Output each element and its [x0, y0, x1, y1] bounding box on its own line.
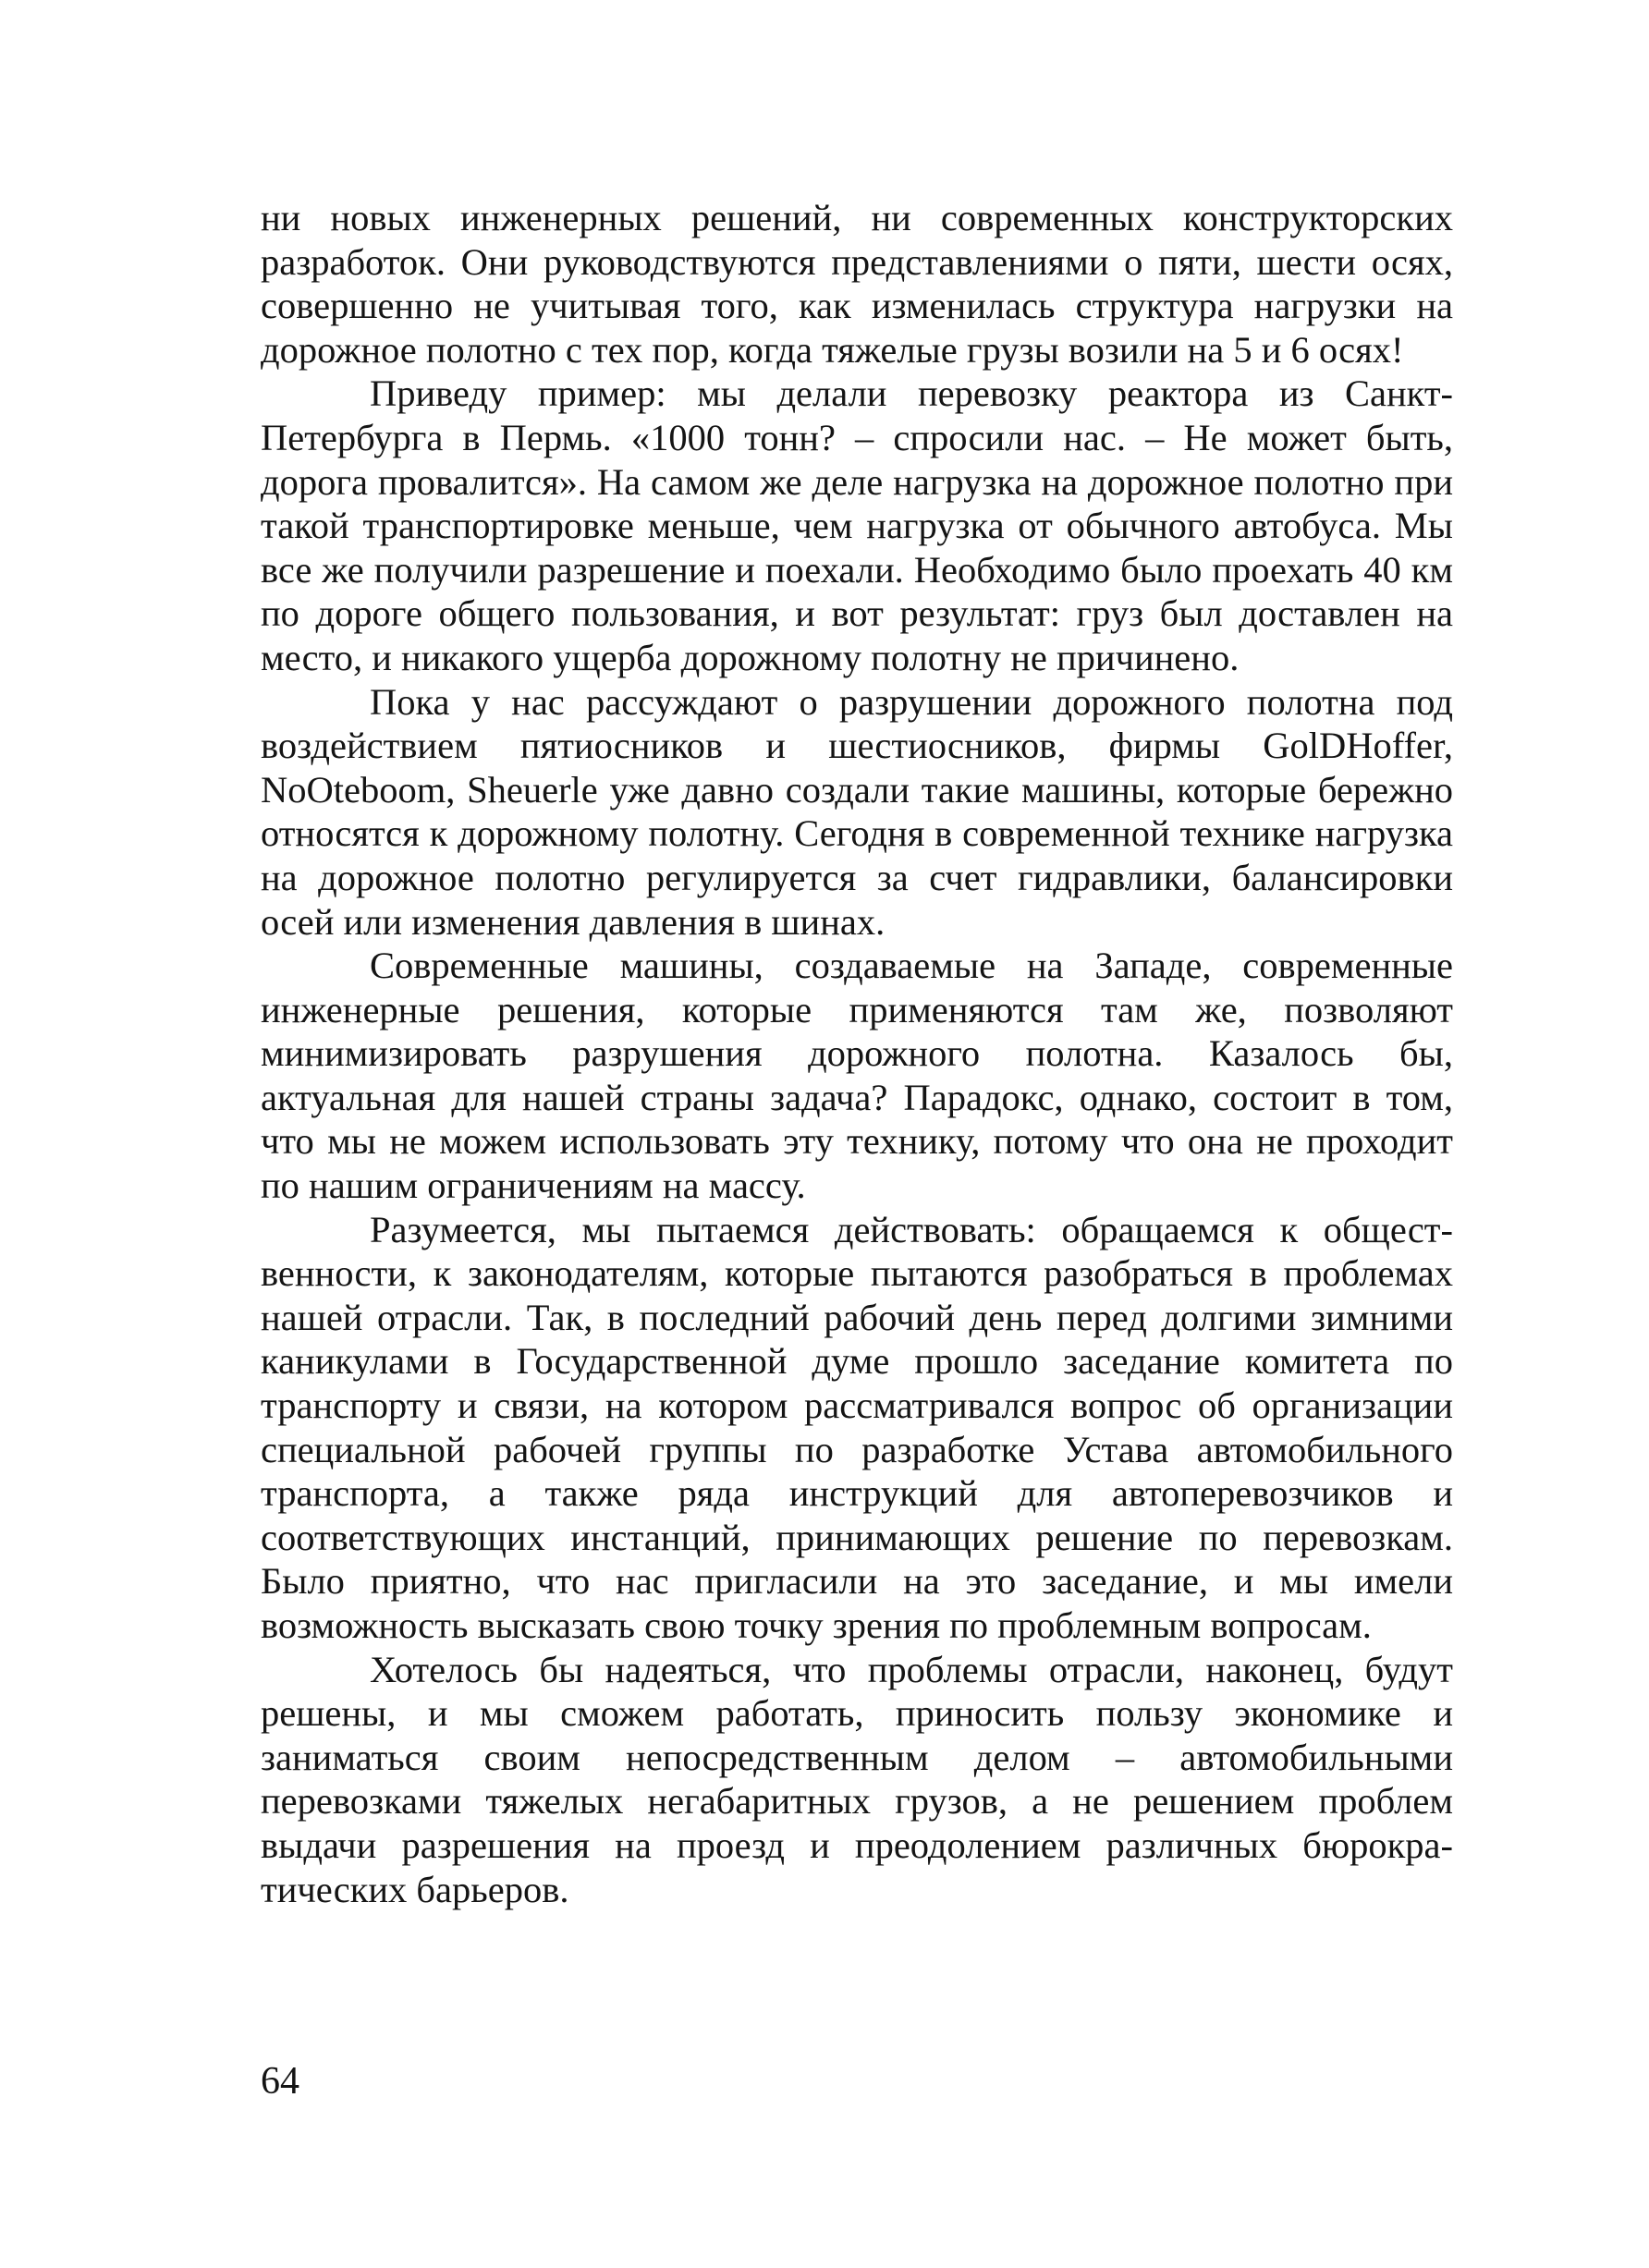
paragraph-3: Пока у нас рассуждают о разрушении дорожного полотна под воздействием пятиосников и шестиосников, фирмы GolDHoffer, NoOteboom, Sheuerle уже давно создали такие машины, которые бережно относятся к дорожному полотну. Сегодня в современной технике нагрузка на дорожное полотно регулируется за счет гидравлики, балансировки осей или изменения давления в шинах. [261, 680, 1453, 943]
paragraph-6: Хотелось бы надеяться, что проблемы отрасли, наконец, будут решены, и мы сможем работать, приносить пользу экономике и заниматься своим непосредственным делом – автомобильными перевозками тяжелых негабаритных грузов, а не решением проблем выдачи разрешения на проезд и преодолением различных бюрократических барьеров. [261, 1648, 1453, 1910]
body-text [261, 196, 1453, 1911]
paragraph-1: ни новых инженерных решений, ни современных конструкторских разработок. Они руководствуются представлениями о пяти, шести осях, совершенно не учитывая того, как изменилась структура нагрузки на дорожное полотно с тех пор, когда тяжелые грузы возили на 5 и 6 осях! [261, 197, 1453, 371]
paragraph-2: Приведу пример: мы делали перевозку реактора из Санкт-Петербурга в Пермь. «1000 тонн? – спросили нас. – Не может быть, дорога провалится». На самом же деле нагрузка на дорожное полотно при такой транспортировке меньше, чем нагрузка от обычного автобуса. Мы все же получили разрешение и поехали. Необходимо было проехать 40 км по дороге общего пользования, и вот результат: груз был доставлен на место, и никакого ущерба дорожному полотну не причинено. [261, 372, 1453, 678]
page-number: 64 [261, 2060, 299, 2103]
paragraph-4: Современные машины, создаваемые на Западе, современные инженерные решения, которые применяются там же, позволяют минимизировать разрушения дорожного полотна. Казалось бы, актуальная для нашей страны задача? Парадокс, однако, состоит в том, что мы не можем использовать эту технику, потому что она не проходит по нашим ограничениям на массу. [261, 945, 1453, 1207]
paragraph-5: Разумеется, мы пытаемся действовать: обращаемся к общественности, к законодателям, которые пытаются разобраться в проблемах нашей отрасли. Так, в последний рабочий день перед долгими зимними каникулами в Государственной думе прошло заседание комитета по транспорту и связи, на котором рассматривался вопрос об организации специальной рабочей группы по разработке Устава автомобильного транспорта, а также ряда инструкций для автоперевозчиков и соответствующих инстанций, принимающих решение по перевозкам. Было приятно, что нас пригласили на это заседание, и мы имели возможность высказать свою точку зрения по проблемным вопросам. [261, 1208, 1453, 1646]
